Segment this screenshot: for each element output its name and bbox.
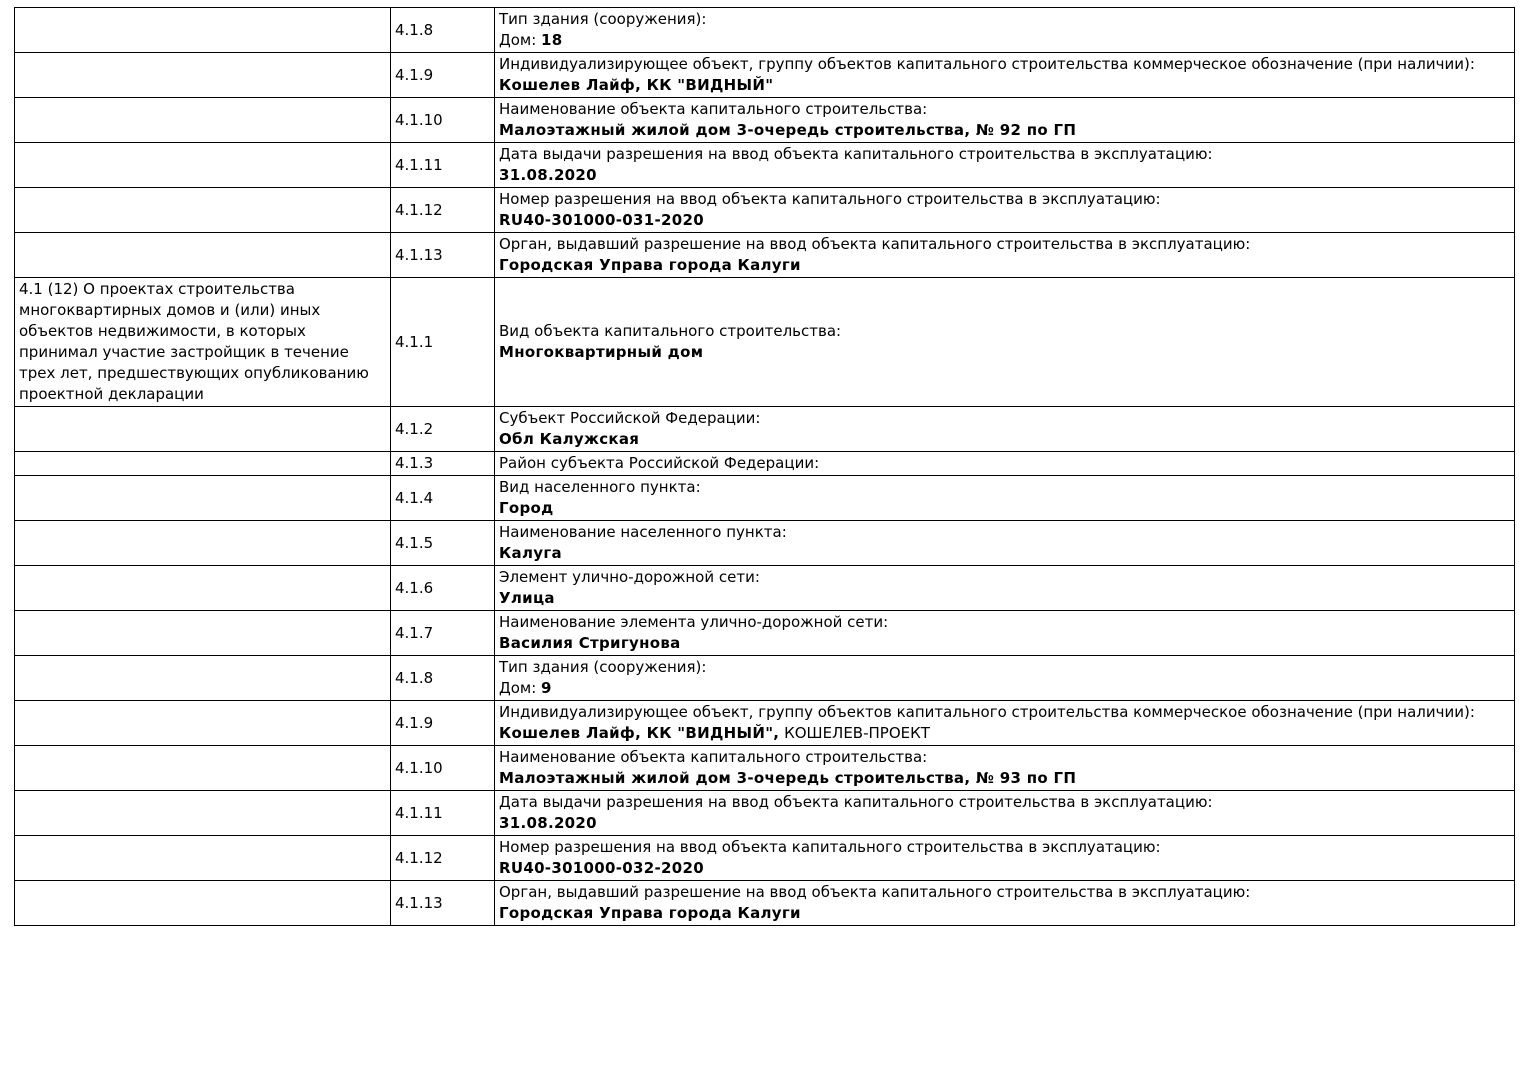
row-content-cell: [495, 476, 1515, 521]
row-number-cell: 4.1.2: [391, 407, 495, 452]
field-label: Номер разрешения на ввод объекта капитального строительства в эксплуатацию:: [499, 838, 1161, 856]
field-label: Дата выдачи разрешения на ввод объекта капитального строительства в эксплуатацию:: [499, 793, 1213, 811]
table-body: [15, 8, 1515, 926]
row-number-cell: 4.1.11: [391, 143, 495, 188]
section-cell: [15, 521, 391, 566]
table-row: [15, 791, 1515, 836]
field-label: Дата выдачи разрешения на ввод объекта капитального строительства в эксплуатацию:: [499, 145, 1213, 163]
project-declaration-table: [14, 7, 1515, 926]
table-row: [15, 407, 1515, 452]
section-cell: [15, 746, 391, 791]
field-value-line: [499, 678, 1510, 699]
field-label: Орган, выдавший разрешение на ввод объекта капитального строительства в эксплуатацию:: [499, 235, 1251, 253]
field-label: Элемент улично-дорожной сети:: [499, 568, 760, 586]
value-prefix: Дом:: [499, 31, 542, 49]
row-number-cell: 4.1.13: [391, 881, 495, 926]
field-label: Индивидуализирующее объект, группу объектов капитального строительства коммерческое обозначение (при наличии):: [499, 703, 1475, 721]
section-cell: [15, 836, 391, 881]
field-label: Субъект Российской Федерации:: [499, 409, 761, 427]
row-number-cell: 4.1.12: [391, 836, 495, 881]
table-row: [15, 53, 1515, 98]
value-bold: 31.08.2020: [499, 814, 597, 832]
field-label: Наименование населенного пункта:: [499, 523, 787, 541]
row-content-cell: [495, 53, 1515, 98]
section-cell: 4.1 (12) О проектах строительства многоквартирных домов и (или) иных объектов недвижимости, в которых принимал участие застройщик в течение трех лет, предшествующих опубликованию проектной декларации: [15, 278, 391, 407]
row-content-cell: [495, 701, 1515, 746]
table-row: [15, 701, 1515, 746]
value-bold: Кошелев Лайф, КК "ВИДНЫЙ": [499, 76, 774, 94]
row-content-cell: [495, 233, 1515, 278]
row-content-cell: [495, 452, 1515, 476]
value-bold: Малоэтажный жилой дом 3-очередь строительства, № 93 по ГП: [499, 769, 1077, 787]
section-cell: [15, 452, 391, 476]
row-content-cell: [495, 8, 1515, 53]
value-bold: RU40-301000-032-2020: [499, 859, 704, 877]
value-bold: Кошелев Лайф, КК "ВИДНЫЙ",: [499, 724, 780, 742]
section-cell: [15, 407, 391, 452]
field-value-line: [499, 30, 1510, 51]
row-number-cell: 4.1.4: [391, 476, 495, 521]
value-bold: Город: [499, 499, 554, 517]
row-number-cell: 4.1.7: [391, 611, 495, 656]
field-value-line: [499, 120, 1510, 141]
field-value-line: [499, 633, 1510, 654]
table-row: [15, 836, 1515, 881]
field-value-line: [499, 588, 1510, 609]
row-content-cell: [495, 881, 1515, 926]
table-row: [15, 611, 1515, 656]
section-cell: [15, 476, 391, 521]
field-label: Номер разрешения на ввод объекта капитального строительства в эксплуатацию:: [499, 190, 1161, 208]
field-label: Наименование элемента улично-дорожной сети:: [499, 613, 889, 631]
field-value-line: [499, 75, 1510, 96]
row-content-cell: [495, 611, 1515, 656]
section-cell: [15, 143, 391, 188]
field-label: Тип здания (сооружения):: [499, 10, 707, 28]
row-content-cell: [495, 143, 1515, 188]
field-value-line: [499, 498, 1510, 519]
row-content-cell: [495, 521, 1515, 566]
row-number-cell: 4.1.10: [391, 746, 495, 791]
field-label: Орган, выдавший разрешение на ввод объекта капитального строительства в эксплуатацию:: [499, 883, 1251, 901]
field-value-line: [499, 429, 1510, 450]
field-value-line: [499, 210, 1510, 231]
field-label: Индивидуализирующее объект, группу объектов капитального строительства коммерческое обозначение (при наличии):: [499, 55, 1475, 73]
section-cell: [15, 188, 391, 233]
field-value-line: [499, 543, 1510, 564]
row-content-cell: [495, 656, 1515, 701]
row-number-cell: 4.1.13: [391, 233, 495, 278]
row-content-cell: [495, 98, 1515, 143]
row-number-cell: 4.1.8: [391, 8, 495, 53]
table-row: [15, 476, 1515, 521]
table-row: [15, 881, 1515, 926]
section-cell: [15, 566, 391, 611]
field-label: Наименование объекта капитального строительства:: [499, 748, 928, 766]
row-number-cell: 4.1.9: [391, 701, 495, 746]
field-label: Наименование объекта капитального строительства:: [499, 100, 928, 118]
row-number-cell: 4.1.8: [391, 656, 495, 701]
field-value-line: [499, 768, 1510, 789]
section-cell: [15, 701, 391, 746]
row-content-cell: [495, 566, 1515, 611]
field-value-line: [499, 165, 1510, 186]
row-content-cell: [495, 407, 1515, 452]
section-cell: [15, 656, 391, 701]
row-number-cell: 4.1.5: [391, 521, 495, 566]
value-bold: Улица: [499, 589, 555, 607]
row-number-cell: 4.1.3: [391, 452, 495, 476]
field-value-line: [499, 342, 1510, 363]
table-row: [15, 452, 1515, 476]
table-row: [15, 233, 1515, 278]
row-content-cell: [495, 791, 1515, 836]
table-row: [15, 143, 1515, 188]
section-cell: [15, 791, 391, 836]
field-value-line: [499, 858, 1510, 879]
value-bold: 31.08.2020: [499, 166, 597, 184]
section-cell: [15, 233, 391, 278]
value-bold: 18: [541, 31, 563, 49]
field-label: Вид объекта капитального строительства:: [499, 322, 842, 340]
field-value-line: [499, 723, 1510, 744]
table-row: [15, 566, 1515, 611]
table-row: [15, 188, 1515, 233]
row-content-cell: [495, 836, 1515, 881]
row-number-cell: 4.1.6: [391, 566, 495, 611]
value-bold: Малоэтажный жилой дом 3-очередь строительства, № 92 по ГП: [499, 121, 1077, 139]
section-cell: [15, 8, 391, 53]
value-bold: Василия Стригунова: [499, 634, 681, 652]
value-bold: Городская Управа города Калуги: [499, 904, 801, 922]
section-cell: [15, 881, 391, 926]
value-bold: Калуга: [499, 544, 562, 562]
field-label: Вид населенного пункта:: [499, 478, 701, 496]
value-suffix: КОШЕЛЕВ-ПРОЕКТ: [779, 724, 930, 742]
value-bold: Многоквартирный дом: [499, 343, 704, 361]
field-value-line: [499, 813, 1510, 834]
field-value-line: [499, 903, 1510, 924]
value-prefix: Дом:: [499, 679, 542, 697]
field-value-line: [499, 255, 1510, 276]
value-bold: Обл Калужская: [499, 430, 640, 448]
row-content-cell: [495, 746, 1515, 791]
table-row: [15, 521, 1515, 566]
row-number-cell: 4.1.10: [391, 98, 495, 143]
table-row: [15, 656, 1515, 701]
table-row: [15, 746, 1515, 791]
table-row: [15, 278, 1515, 407]
section-cell: [15, 98, 391, 143]
row-number-cell: 4.1.1: [391, 278, 495, 407]
row-number-cell: 4.1.12: [391, 188, 495, 233]
field-label: Район субъекта Российской Федерации:: [499, 454, 820, 472]
field-label: Тип здания (сооружения):: [499, 658, 707, 676]
row-number-cell: 4.1.9: [391, 53, 495, 98]
value-bold: RU40-301000-031-2020: [499, 211, 704, 229]
value-bold: Городская Управа города Калуги: [499, 256, 801, 274]
table-row: [15, 8, 1515, 53]
table-row: [15, 98, 1515, 143]
value-bold: 9: [541, 679, 552, 697]
row-number-cell: 4.1.11: [391, 791, 495, 836]
section-cell: [15, 611, 391, 656]
row-content-cell: [495, 278, 1515, 407]
row-content-cell: [495, 188, 1515, 233]
section-cell: [15, 53, 391, 98]
